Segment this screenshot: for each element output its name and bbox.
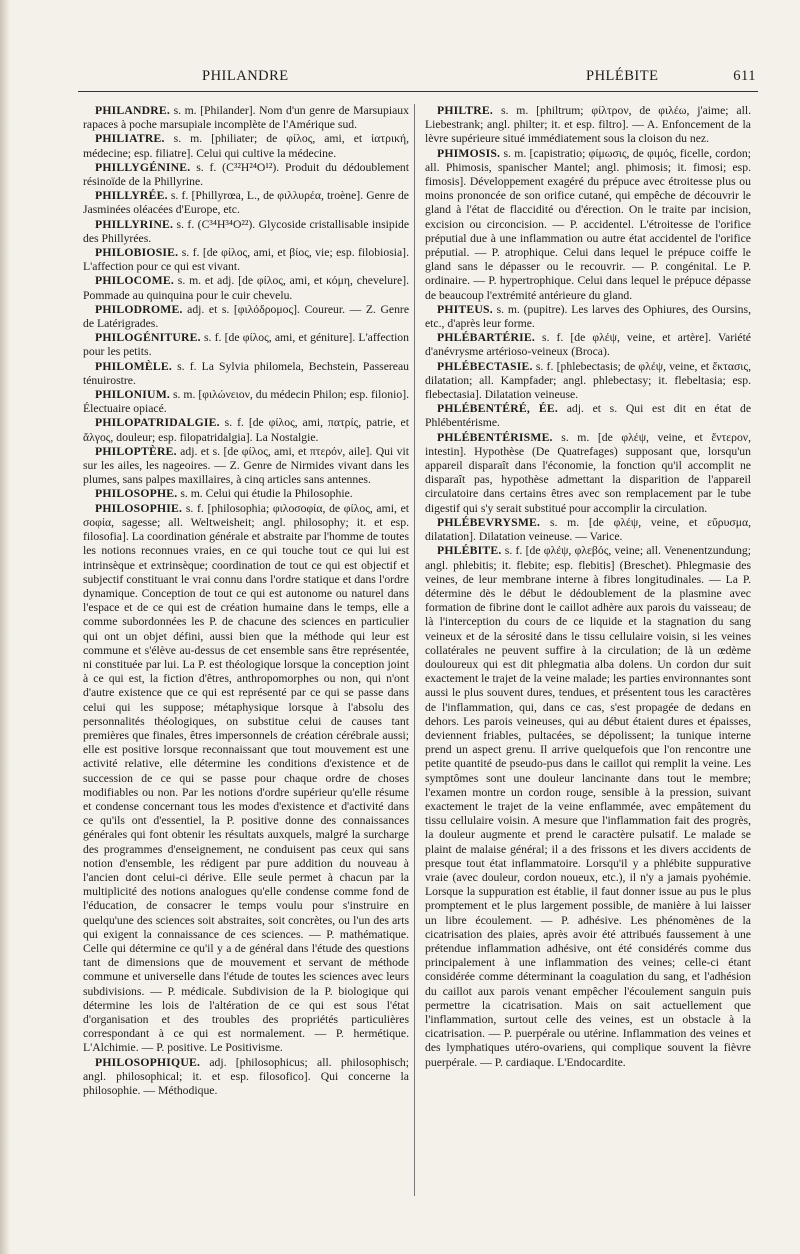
entry-definition: s. m. [de φλέψ, veine, et ἔντερον, intestin]. Hypothèse (De Quatrefages) supposant que, lorsqu'un appareil disparaît dans l'économie, la fonction qu'il accomplit ne disparaît pas, hypothèse admettant la disparition de l'appareil circulatoire dans certains êtres avec son remplacement par le tube digestif qui s'y serait substitué pour accomplir la circulation. <box>425 430 752 515</box>
entry-headword: PHILOSOPHE. <box>95 487 178 501</box>
entry-definition: s. m. [Philander]. Nom d'un genre de Marsupiaux rapaces à poche marsupiale incomplète de l'Amérique sud. <box>83 104 409 132</box>
entry-definition: s. m. [φιλώνειον, du médecin Philon; esp. filonio]. Électuaire opiacé. <box>83 388 410 416</box>
dictionary-entry <box>83 161 409 189</box>
dictionary-entry <box>425 104 751 147</box>
entry-headword: PHILOCOME. <box>95 274 174 288</box>
entry-definition: s. m. [capistratio; φίμωσις, de φιμός, ficelle, cordon; all. Phimosis, spanischer Mantel; angl. phimosis; it. fimosi; esp. fimosis]. Développement exagéré du prépuce avec étroitesse plus ou moins prononcée de son orifice cutané, qui empêche de découvrir le gland à l'état de flaccidité ou d'érection. On le traite par incision, excision ou circoncision. — P. accidentel. L'étroitesse de l'orifice préputial due à une inflammation ou autre état accidentel de l'orifice préputial. — P. atrophique. Celui dans lequel le prépuce coiffe le gland sans le dépasser ou le recouvrir. — P. congénital. Le P. ordinaire. — P. hypertrophique. Celui dans lequel le prépuce dépasse de beaucoup l'extrémité antérieure du gland. <box>425 146 752 302</box>
entry-headword: PHILONIUM. <box>95 388 171 402</box>
dictionary-entry <box>83 132 409 160</box>
entry-headword: PHILOSOPHIQUE. <box>95 1055 201 1069</box>
entry-definition: s. f. [de φλέψ, φλεβός, veine; all. Venenentzundung; angl. phlebitis; it. flebite; esp. flebitis] (Breschet). Phlegmasie des veines, de leur membrane interne à fibres longitudinales. — La P. détermine dès le début le dédoublement de la plasmine avec formation de fibrine dont le caillot adhère aux parois du vaisseau; de là l'interception du cours de ce liquide et la stagnation du sang veineux et de la sérosité dans le tissu cellulaire voisin, si les veines collatérales ne peuvent suffire à la circulation; de là un œdème douloureux qui est dit phlegmatia alba dolens. Un cordon dur suit exactement le trajet de la veine malade; les parties environnantes sont aussi le plus souvent dures, tendues, et présentent tous les caractères de l'inflammation, qui, dans ce cas, s'est propagée de dedans en dehors. Les parois veineuses, qui au début étaient dures et épaisses, deviennent friables, pultacées, se dépolissent; la tunique interne prend un aspect grenu. Il arrive quelquefois que l'on rencontre une petite quantité de pseudo-pus dans le caillot qui remplit la veine. Les symptômes sont une douleur lancinante dans tout le membre; l'examen montre un cordon rouge, sensible à la pression, suivant exactement le trajet de la veine enflammée, avec empâtement du tissu cellulaire voisin. A mesure que l'inflammation fait des progrès, la douleur augmente et prend le caractère pulsatif. Le malade se plaint de malaise général; il a des frissons et les divers accidents de presque tout état inflammatoire. Lorsqu'il y a phlébite suppurative vraie (avec douleur, cordon noueux, etc.), il n'y a jamais pyohémie. Lorsque la suppuration est établie, il faut donner issue au pus le plus promptement et le plus largement possible, de manière à lui laisser un libre écoulement. — P. adhésive. Les phénomènes de la cicatrisation des plaies, après avoir été attribués faussement à une prétendue inflammation adhésive, ont été considérés comme dus principalement à une inflammation des veines; celle-ci étant considérée comme déterminant la coagulation du sang, et l'adhésion du caillot aux parois venant empêcher l'écoulement sanguin puis permettre la cicatrisation. Mais on sait actuellement que l'inflammation, surtout celle des veines, est un obstacle à la cicatrisation. — P. puerpérale ou utérine. Inflammation des veines et des lymphatiques utéro-ovariens, qui complique souvent la fièvre puerpérale. — P. cardiaque. L'Endocardite. <box>425 544 752 1069</box>
entry-headword: PHITEUS. <box>437 302 493 316</box>
entry-headword: PHILOSOPHIE. <box>95 501 183 515</box>
entry-headword: PHLÉBARTÉRIE. <box>437 331 535 345</box>
dictionary-entry <box>425 303 751 331</box>
header-rule <box>78 91 758 92</box>
entry-headword: PHLÉBITE. <box>437 544 502 558</box>
entry-definition: s. f. [de φίλος, ami, et géniture]. L'affection pour les petits. <box>83 331 409 359</box>
dictionary-entry <box>83 331 409 359</box>
entry-definition: s. f. [de φίλος, ami, πατρίς, patrie, et ἄλγος, douleur; esp. filopatridalgia]. La Nostalgie. <box>83 416 409 444</box>
dictionary-entry <box>83 189 409 217</box>
dictionary-entry <box>83 274 409 302</box>
right-column <box>425 104 751 1070</box>
entry-headword: PHILANDRE. <box>95 104 171 117</box>
dictionary-entry <box>83 104 409 132</box>
dictionary-entry <box>83 1056 409 1099</box>
dictionary-entry <box>83 218 409 246</box>
dictionary-entry <box>83 246 409 274</box>
entry-headword: PHLÉBENTÉRISME. <box>437 430 553 444</box>
entry-headword: PHILOGÉNITURE. <box>95 331 201 345</box>
dictionary-entry <box>83 445 409 488</box>
dictionary-entry <box>83 360 409 388</box>
entry-definition: adj. et s. Qui est dit en état de Phlébentérisme. <box>425 402 752 430</box>
entry-definition: s. f. La Sylvia philomela, Bechstein, Passereau ténuirostre. <box>83 359 410 387</box>
entry-definition: s. m. [philiater; de φίλος, ami, et ἰατρική, médecine; esp. filiatre]. Celui qui cultive la médecine. <box>83 132 410 160</box>
entry-definition: adj. et s. [φιλόδρομος]. Coureur. — Z. Genre de Latérigrades. <box>83 302 410 331</box>
left-column <box>83 104 409 1098</box>
dictionary-entry <box>425 360 751 403</box>
entry-definition: adj. et s. [de φίλος, ami, et πτερόν, aile]. Qui vit sur les ailes, les nageoires. — Z. Genre de Nirmides vivant dans les plumes, sans palpes maxillaires, à cinq articles sans antennes. <box>83 444 409 487</box>
header-right-guide-word: PHLÉBITE <box>586 68 659 84</box>
entry-definition: s. f. [de φλέψ, veine, et artère]. Variété d'anévrysme artérioso-veineux (Broca). <box>425 331 751 359</box>
dictionary-entry <box>83 416 409 444</box>
dictionary-entry <box>425 331 751 359</box>
entry-headword: PHILOPTÈRE. <box>95 444 177 458</box>
entry-definition: s. f. [phlebectasis; de φλέψ, veine, et ἔκτασις, dilatation; all. Kampfader; angl. phlebectasy; it. flebeltasia; esp. flebectasia]. Dilatation veineuse. <box>425 359 751 402</box>
entry-headword: PHLÉBENTÉRÉ, ÉE. <box>437 402 558 416</box>
entry-headword: PHILLYGÉNINE. <box>95 160 191 174</box>
entry-headword: PHLÉBEVRYSME. <box>437 515 541 529</box>
entry-headword: PHILLYRÉE. <box>95 189 168 203</box>
entry-definition: s. m. [philtrum; φίλτρον, de φιλέω, j'aime; all. Liebestrank; angl. philter; it. et esp. filtro]. — A. Enfoncement de la lèvre supérieure situé immédiatement sous la cloison du nez. <box>425 104 752 146</box>
entry-headword: PHILOMÈLE. <box>95 359 173 373</box>
entry-headword: PHILTRE. <box>437 104 494 117</box>
dictionary-entry <box>83 303 409 331</box>
dictionary-entry <box>425 544 751 1070</box>
entry-definition: s. f. [Phillyrœa, L., de φιλλυρέα, troène]. Genre de Jasminées oléacées d'Europe, etc. <box>83 189 409 217</box>
dictionary-entry <box>83 388 409 416</box>
dictionary-entry <box>425 147 751 303</box>
page-number: 611 <box>733 68 756 84</box>
entry-headword: PHILOBIOSIE. <box>95 246 179 260</box>
header-left-guide-word: PHILANDRE <box>202 68 289 84</box>
entry-definition: s. m. (pupitre). Les larves des Ophiures, des Oursins, etc., d'après leur forme. <box>425 302 751 331</box>
dictionary-entry <box>425 402 751 430</box>
dictionary-entry <box>83 502 409 1056</box>
entry-headword: PHILIATRE. <box>95 132 165 146</box>
entry-headword: PHILLYRINE. <box>95 217 174 231</box>
dictionary-entry <box>425 431 751 516</box>
page-spine-shadow <box>0 0 10 1254</box>
entry-definition: s. m. Celui qui étudie la Philosophie. <box>180 487 353 501</box>
dictionary-entry <box>83 487 409 501</box>
entry-definition: s. f. [philosophia; φιλοσοφία, de φίλος, ami, et σοφία, sagesse; all. Weltweisheit; angl. philosophy; it. et esp. filosofia]. La coordination générale et abstraite par l'homme de toutes les notions reconnues vraies, en ce qui touche tout ce qui lui est intrinsèque et extrinsèque; coordination de tout ce qui est objectif et subjectif constituant le vrai connu dans l'ordre statique et dans l'ordre dynamique. Conception de tout ce qui est autonome ou naturel dans l'espace et de ce qui est de création humaine dans le temps, elle a comme subordonnées les P. de chacune des sciences en particulier qui ont un objet défini, aussi bien que la méthode qui leur est commune et s'élève au-dessus de cet ensemble sans être représentée, ni constituée par lui. La P. est théologique lorsque la conception joint à ce qui est, la fiction d'êtres, anthropomorphes ou non, qui n'ont d'autre existence que ce qui est représenté par ce qui se passe dans celui qui les suppose; métaphysique lorsque à l'absolu des personnalités théologiques, on substitue celui de causes tant premières que finales, êtres impersonnels de création cérébrale aussi; elle est positive lorsque reconnaissant que tout mouvement est une activité relative, elle détermine les conditions d'existence et de succession de ce qui se passe pour chaque ordre de choses modifiables ou non. Par les notions d'ordre supérieur qu'elle résume et condense concernant tous les modes d'existence et d'activité dans ce qu'ils ont d'essentiel, la P. positive donne des connaissances générales qui font obtenir les résultats auxquels, malgré la surcharge des programmes d'enseignement, ne conduisent pas ceux qui sans notion d'ensemble, les rédigent par pure addition du nouveau à l'ancien dont celui-ci dérive. Elle seule permet à chacun par la multiplicité des notions analogues qu'elle condense comme fond de l'éducation, de consacrer le temps voulu pour s'instruire en quelqu'une des sciences soit abstraites, soit concrètes, ou l'un des arts qui exigent la connaissance de ces sciences. — P. mathématique. Celle qui détermine ce qu'il y a de général dans l'étude des questions tant de dimensions que de mouvement et servant de méthode commune et universelle dans l'étude de toutes les sciences avec leurs subdivisions. — P. médicale. Subdivision de la P. biologique qui détermine les lois de l'altération de ce qui est sous l'état d'organisation et des troubles des propriétés particulières correspondant à ce qui est normalement. — P. hermétique. L'Alchimie. — P. positive. Le Positivisme. <box>83 501 410 1055</box>
entry-headword: PHILOPATRIDALGIE. <box>95 416 220 430</box>
entry-headword: PHIMOSIS. <box>437 146 501 160</box>
running-header <box>78 68 760 90</box>
entry-definition: s. m. [de φλέψ, veine, et εὔρυσμα, dilatation]. Dilatation veineuse. — Varice. <box>425 515 752 544</box>
entry-definition: adj. [philosophicus; all. philosophisch; angl. philosophical; it. et esp. filosofico]. Qui concerne la philosophie. — Méthodique. <box>83 1055 409 1098</box>
entry-definition: s. f. (C³²H²⁴O¹²). Produit du dédoublement résinoïde de la Phillyrine. <box>83 160 410 189</box>
entry-definition: s. m. et adj. [de φίλος, ami, et κόμη, chevelure]. Pommade au quinquina pour le cuir chevelu. <box>83 274 410 302</box>
entry-definition: s. f. (C³⁴H³⁴O²²). Glycoside cristallisable insipide des Phillyrées. <box>83 217 409 245</box>
entry-definition: s. f. [de φίλος, ami, et βίος, vie; esp. filobiosia]. L'affection pour ce qui est vivant. <box>83 246 409 274</box>
entry-headword: PHILODROME. <box>95 302 183 316</box>
dictionary-entry <box>425 516 751 544</box>
column-divider <box>414 104 415 1196</box>
entry-headword: PHLÉBECTASIE. <box>437 359 533 373</box>
